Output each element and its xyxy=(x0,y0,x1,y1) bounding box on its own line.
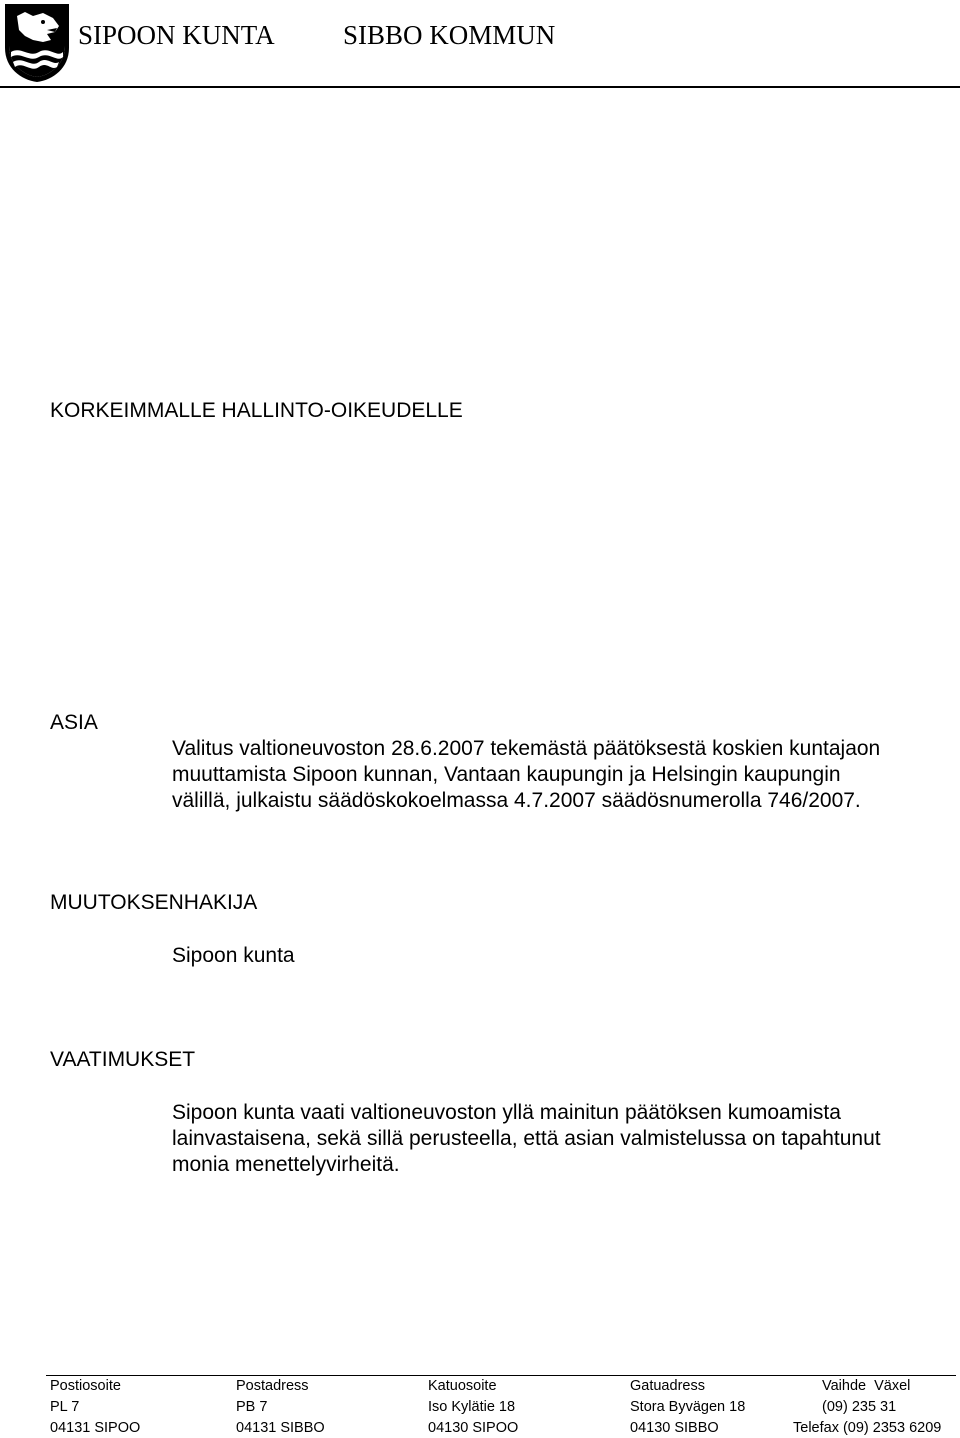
section-heading-demands: VAATIMUKSET xyxy=(50,1048,196,1071)
footer-value: Stora Byvägen 18 xyxy=(630,1399,746,1415)
footer-label-street-sv: Gatuadress xyxy=(630,1378,705,1394)
footer-label-phone: Vaihde Växel xyxy=(822,1378,911,1394)
footer-value: Iso Kylätie 18 xyxy=(428,1399,516,1415)
text-line: Sipoon kunta vaati valtioneuvoston yllä mainitun päätöksen kumoamista xyxy=(172,1101,841,1124)
footer-value: 04131 SIBBO xyxy=(236,1420,325,1436)
text-line: Valitus valtioneuvoston 28.6.2007 tekemästä päätöksestä koskien kuntajaon xyxy=(172,737,881,760)
footer-value: (09) 235 31 xyxy=(822,1399,897,1415)
text-line: Sipoon kunta xyxy=(172,944,295,967)
text-line: muuttamista Sipoon kunnan, Vantaan kaupungin ja Helsingin kaupungin xyxy=(172,763,841,786)
recipient-heading: KORKEIMMALLE HALLINTO-OIKEUDELLE xyxy=(50,399,463,422)
section-heading-appellant: MUUTOKSENHAKIJA xyxy=(50,891,258,914)
footer-value: PL 7 xyxy=(50,1399,80,1415)
footer-value: 04130 SIBBO xyxy=(630,1420,719,1436)
header-divider xyxy=(0,86,960,88)
text-line: lainvastaisena, sekä sillä perusteella, että asian valmistelussa on tapahtunut xyxy=(172,1127,881,1150)
footer-divider xyxy=(46,1375,956,1376)
section-body-asia xyxy=(172,736,880,814)
footer-label-postal-fi: Postiosoite xyxy=(50,1378,121,1394)
text-line: välillä, julkaistu säädöskokoelmassa 4.7.2007 säädösnumerolla 746/2007. xyxy=(172,789,861,812)
section-body-appellant xyxy=(172,943,295,969)
footer-label-street-fi: Katuosoite xyxy=(428,1378,497,1394)
footer-label-postal-sv: Postadress xyxy=(236,1378,309,1394)
municipality-name-sv: SIBBO KOMMUN xyxy=(343,20,556,50)
footer-value: PB 7 xyxy=(236,1399,268,1415)
footer-value: 04131 SIPOO xyxy=(50,1420,141,1436)
municipality-name-fi: SIPOON KUNTA xyxy=(78,20,275,50)
section-heading-asia: ASIA xyxy=(50,711,98,734)
section-body-demands xyxy=(172,1100,881,1178)
footer-value: 04130 SIPOO xyxy=(428,1420,519,1436)
text-line: monia menettelyvirheitä. xyxy=(172,1153,400,1176)
sipoo-coat-of-arms-icon xyxy=(3,2,71,84)
footer-value: Telefax (09) 2353 6209 xyxy=(793,1420,942,1436)
